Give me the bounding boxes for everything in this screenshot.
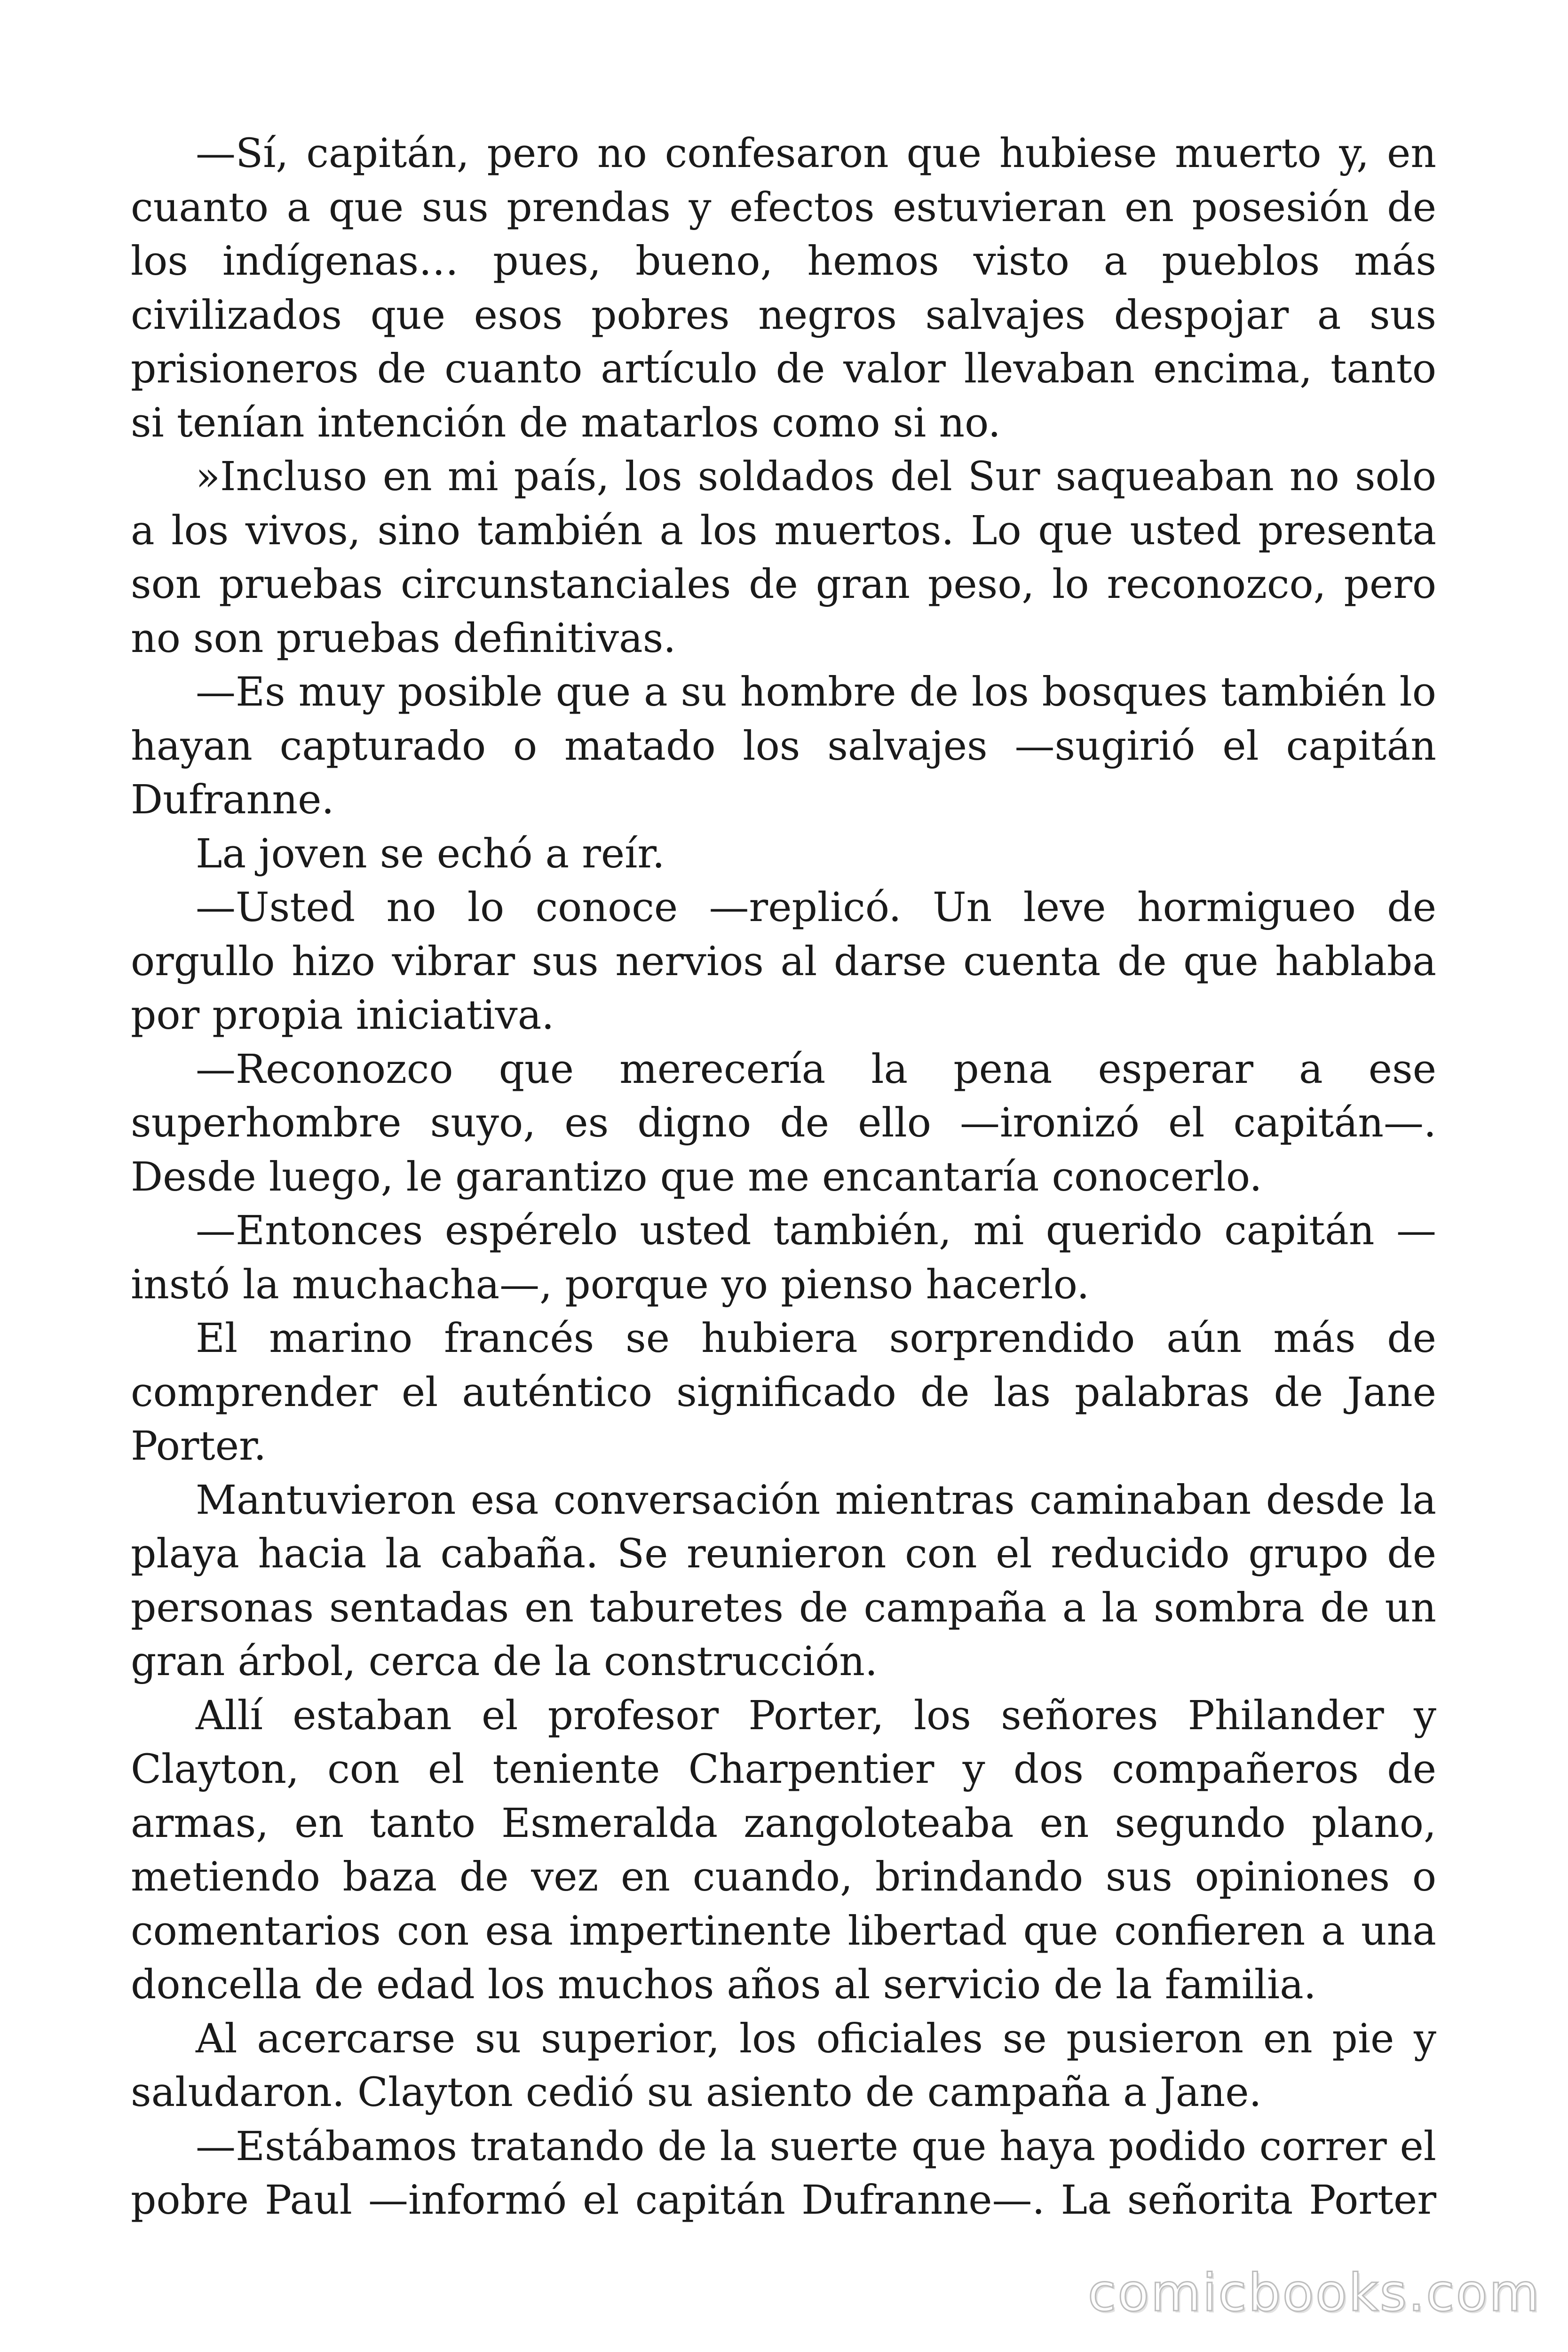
paragraph: —Usted no lo conoce —replicó. Un leve hormigueo de orgullo hizo vibrar sus nervios al darse cuenta de que hablaba por propia iniciativa. (131, 884, 1436, 1039)
paragraph: La joven se echó a reír. (196, 830, 665, 877)
paragraph: —Sí, capitán, pero no confesaron que hubiese muerto y, en cuanto a que sus prendas y efectos estuvieran en posesión de los indígenas… pues, bueno, hemos visto a pueblos más civilizados que esos pobres negros salvajes despojar a sus prisioneros de cuanto artículo de valor llevaban encima, tanto si tenían intención de matarlos como si no. (131, 130, 1436, 446)
paragraph: Mantuvieron esa conversación mientras caminaban desde la playa hacia la cabaña. Se reunieron con el reducido grupo de personas sentadas en taburetes de campaña a la sombra de un gran árbol, cerca de la construcción. (131, 1477, 1436, 1685)
book-page-text (131, 127, 1436, 2228)
paragraph: Allí estaban el profesor Porter, los señores Philander y Clayton, con el teniente Charpentier y dos compañeros de armas, en tanto Esmeralda zangoloteaba en segundo plano, metiendo baza de vez en cuando, brindando sus opiniones o comentarios con esa impertinente libertad que confieren a una doncella de edad los muchos años al servicio de la familia. (131, 1692, 1436, 2008)
paragraph: »Incluso en mi país, los soldados del Sur saqueaban no solo a los vivos, sino también a los muertos. Lo que usted presenta son pruebas circunstanciales de gran peso, lo reconozco, pero no son pruebas definitivas. (131, 453, 1436, 662)
watermark-logo: comicbooks.com (1087, 2263, 1541, 2323)
paragraph: —Reconozco que merecería la pena esperar a ese superhombre suyo, es digno de ello —ironizó el capitán—. Desde luego, le garantizo que me encantaría conocerlo. (131, 1046, 1436, 1200)
paragraph: El marino francés se hubiera sorprendido aún más de comprender el auténtico significado de las palabras de Jane Porter. (131, 1315, 1436, 1470)
paragraph: —Entonces espérelo usted también, mi querido capitán —instó la muchacha—, porque yo pienso hacerlo. (131, 1208, 1436, 1308)
paragraph: —Es muy posible que a su hombre de los bosques también lo hayan capturado o matado los salvajes —sugirió el capitán Dufranne. (131, 669, 1436, 823)
paragraph: Al acercarse su superior, los oficiales se pusieron en pie y saludaron. Clayton cedió su asiento de campaña a Jane. (131, 2015, 1436, 2116)
paragraph-last: —Estábamos tratando de la suerte que haya podido correr el pobre Paul —informó el capitán Dufranne—. La señorita Porter (131, 2123, 1436, 2224)
